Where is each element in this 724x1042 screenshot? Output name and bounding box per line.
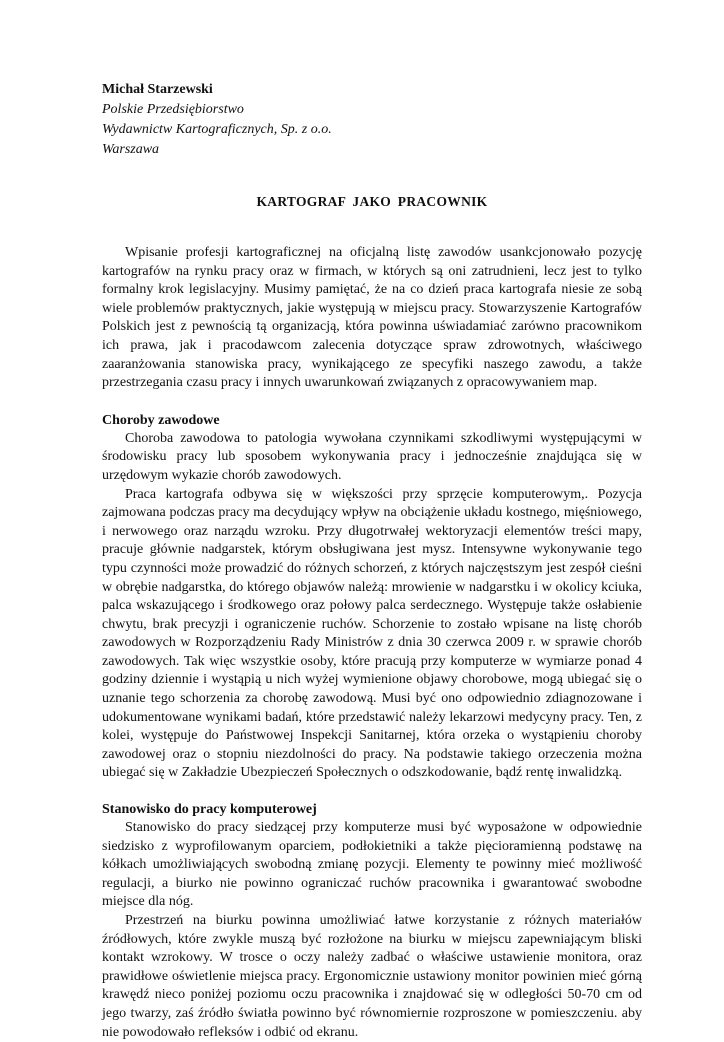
section-heading-computer-workstation: Stanowisko do pracy komputerowej bbox=[102, 802, 317, 818]
section2-paragraph-1: Stanowisko do pracy siedzącej przy komputerze musi być wyposażone w odpowiednie siedzisko z wyprofilowanym oparciem, podłokietniki a także pięcioramienną podstawę na kółkach umożliwiających swobodną zmianę pozycji. Elementy te powinny mieć możliwość regulacji, a biurko nie powinno ograniczać ruchów pracownika i gwarantować swobodne miejsce dla nóg. bbox=[102, 820, 642, 910]
author-block bbox=[102, 80, 642, 160]
section2-paragraph-2: Przestrzeń na biurku powinna umożliwiać łatwe korzystanie z różnych materiałów źródłowych, które zwykle muszą być rozłożone na biurku w miejscu zapewniającym bliski kontakt wzrokowy. W trosce o oczy należy zadbać o właściwe ustawienie monitora, oraz prawidłowe oświetlenie miejsca pracy. Ergonomicznie ustawiony monitor powinien mieć górną krawędź nieco poniżej poziomu oczu pracownika i znajdować się w odległości 50-70 cm od jego twarzy, zaś źródło światła powinno być równomiernie rozproszone w pomieszczeniu. aby nie powodowało refleksów i odbić od ekranu. bbox=[102, 913, 642, 1040]
author-city: Warszawa bbox=[102, 142, 160, 157]
section1-paragraph-1: Choroba zawodowa to patologia wywołana czynnikami szkodliwymi występującymi w środowisku pracy lub sposobem wykonywania pracy i jednocześnie znajdująca się w urzędowym wykazie chorób zawodowych. bbox=[102, 430, 642, 483]
author-organization-line-2: Wydawnictw Kartograficznych, Sp. z o.o. bbox=[102, 122, 332, 137]
section1-paragraph-2: Praca kartografa odbywa się w większości przy sprzęcie komputerowym,. Pozycja zajmowana podczas pracy ma decydujący wpływ na obciążenie układu kostnego, mięśniowego, i nerwowego oraz narządu wzroku. Przy długotrwałej wektoryzacji elementów treści mapy, pracuje głównie nadgarstek, którym obsługiwana jest mysz. Intensywne wykonywanie tego typu czynności może prowadzić do różnych schorzeń, z których najczęstszym jest zespół cieśni w obrębie nadgarstka, do którego objawów należą: mrowienie w nadgarstku i w okolicy kciuka, palca wskazującego i środkowego oraz połowy palca serdecznego. Występuje także osłabienie chwytu, brak precyzji i ograniczenie ruchów. Schorzenie to zostało wpisane na listę chorób zawodowych w Rozporządzeniu Rady Ministrów z dnia 30 czerwca 2009 r. w sprawie chorób zawodowych. Tak więc wszystkie osoby, które pracują przy komputerze w wymiarze ponad 4 godziny dziennie i wystąpią u nich wyżej wymienione objawy chorobowe, mogą ubiegać się o uznanie tego schorzenia za chorobę zawodową. Musi być ono odpowiednio zdiagnozowane i udokumentowane wynikami badań, które przedstawić należy lekarzowi medycyny pracy. Ten, z kolei, występuje do Państwowej Inspekcji Sanitarnej, która orzeka o wystąpieniu choroby zawodowej oraz o stopniu niezdolności do pracy. Na podstawie takiego orzeczenia można ubiegać się w Zakładzie Ubezpieczeń Społecznych o odszkodowanie, bądź rentę inwalidzką. bbox=[102, 486, 642, 781]
document-title: KARTOGRAF JAKO PRACOWNIK bbox=[256, 194, 488, 209]
author-organization-line-1: Polskie Przedsiębiorstwo bbox=[102, 102, 244, 117]
section-heading-occupational-diseases: Choroby zawodowe bbox=[102, 412, 220, 428]
intro-paragraph: Wpisanie profesji kartograficznej na oficjalną listę zawodów usankcjonowało pozycję kartografów na rynku pracy oraz w firmach, w których są oni zatrudnieni, lecz jest to tylko formalny krok legislacyjny. Musimy pamiętać, że na co dzień praca kartografa niesie ze sobą wiele problemów praktycznych, jakie występują w miejscu pracy. Stowarzyszenie Kartografów Polskich jest z pewnością tą organizacją, która powinna uświadamiać zarówno pracownikom ich prawa, jak i pracodawcom zalecenia dotyczące spraw zdrowotnych, właściwego zaaranżowania stanowiska pracy, wynikającego ze specyfiki naszego zawodu, a także przestrzegania czasu pracy i innych uwarunkowań związanych z opracowywaniem map. bbox=[102, 245, 642, 391]
author-name: Michał Starzewski bbox=[102, 82, 213, 97]
